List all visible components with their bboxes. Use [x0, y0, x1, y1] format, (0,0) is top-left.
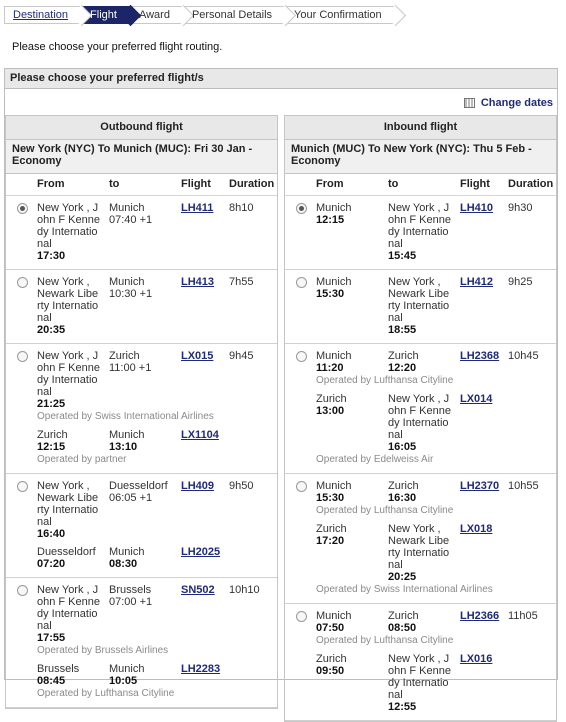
arrival	[388, 480, 419, 504]
outbound-title: Outbound flight	[6, 116, 277, 140]
flight-number-link[interactable]: LH2368	[460, 350, 500, 362]
arrival-time: 08:30	[109, 558, 138, 570]
outbound-options	[6, 196, 277, 708]
departure	[316, 523, 347, 547]
arrival	[109, 350, 151, 374]
change-dates-link[interactable]	[464, 97, 553, 109]
departure-line: Newark Libe	[37, 288, 99, 300]
inbound-column	[284, 115, 557, 722]
operator-note: Operated by partner	[37, 454, 127, 465]
departure-line: nal	[37, 238, 52, 250]
arrival-line: New York , J	[388, 202, 450, 214]
departure-line: New York , J	[37, 202, 99, 214]
departure	[37, 584, 100, 644]
arrival-line: nal	[388, 429, 403, 441]
arrival-time: 08:50	[388, 622, 417, 634]
departure-line: rty Internatio	[37, 504, 99, 516]
arrival	[388, 653, 451, 713]
step-flight-label: Flight	[90, 9, 117, 21]
departure-time: 11:20	[316, 362, 344, 374]
step-your-confirmation	[285, 6, 396, 24]
flight-option-radio[interactable]	[17, 203, 28, 214]
arrival-line: New York , J	[388, 393, 450, 405]
arrival-city: Munich	[109, 663, 145, 675]
step-your-confirmation-label: Your Confirmation	[294, 9, 382, 21]
flight-number-link[interactable]: LX016	[460, 653, 493, 665]
arrival-line: Zurich	[388, 480, 419, 492]
departure	[316, 480, 351, 504]
flight-option	[6, 270, 277, 344]
duration: 11h05	[508, 610, 538, 622]
departure-time: 07:50	[316, 622, 345, 634]
departure-line: New York , J	[37, 584, 99, 596]
flight-option	[285, 196, 556, 270]
header-flight: Flight	[460, 178, 490, 190]
departure-line: ohn F Kenne	[37, 362, 100, 374]
arrival-time: 07:00 +1	[109, 596, 153, 608]
arrival-time: 07:40 +1	[109, 214, 153, 226]
header-from: From	[316, 178, 344, 190]
flight-number-link[interactable]: LH410	[460, 202, 494, 214]
arrival-time: 10:30 +1	[109, 288, 153, 300]
departure	[316, 393, 347, 417]
departure	[316, 610, 351, 634]
flight-number-link[interactable]: SN502	[181, 584, 215, 596]
departure-line: nal	[37, 386, 52, 398]
departure-line: New York ,	[37, 276, 90, 288]
outbound-table-header	[6, 174, 277, 196]
arrival-line: ohn F Kenne	[388, 405, 451, 417]
panel-title: Please choose your preferred flight/s	[5, 69, 557, 89]
flight-option-radio[interactable]	[17, 277, 28, 288]
flight-number-link[interactable]: LX018	[460, 523, 493, 535]
outbound-route: New York (NYC) To Munich (MUC): Fri 30 Jan - Economy	[6, 140, 277, 174]
arrival-city: Munich	[109, 202, 145, 214]
flight-option-radio[interactable]	[17, 481, 28, 492]
departure-time: 15:30	[316, 288, 345, 300]
inbound-table-header	[285, 174, 556, 196]
flight-option	[6, 196, 277, 270]
arrival	[109, 663, 144, 687]
arrival-line: nal	[388, 689, 403, 701]
arrival-time: 16:05	[388, 441, 417, 453]
arrival-time: 11:00 +1	[109, 362, 152, 374]
arrival-line: New York ,	[388, 276, 441, 288]
arrival-line: dy Internatio	[388, 226, 449, 238]
departure	[37, 480, 98, 540]
departure-time: 17:30	[37, 250, 66, 262]
arrival-line: Zurich	[388, 610, 419, 622]
arrival-line: ohn F Kenne	[388, 665, 451, 677]
departure	[37, 546, 96, 570]
duration: 9h25	[508, 276, 533, 288]
flight-number-link[interactable]: LH413	[181, 276, 215, 288]
departure-line: Munich	[316, 350, 352, 362]
departure-line: Zurich	[37, 429, 68, 441]
arrival	[109, 202, 152, 226]
duration: 10h10	[229, 584, 260, 596]
departure	[316, 350, 351, 374]
flight-option	[6, 474, 277, 578]
departure-time: 07:20	[37, 558, 66, 570]
departure	[37, 663, 79, 687]
departure-time: 09:50	[316, 665, 345, 677]
duration: 9h45	[229, 350, 254, 362]
header-duration: Duration	[229, 178, 275, 190]
departure-time: 12:15	[37, 441, 66, 453]
departure-line: Munich	[316, 202, 352, 214]
arrival-time: 06:05 +1	[109, 492, 153, 504]
departure-line: New York ,	[37, 480, 90, 492]
duration: 9h30	[508, 202, 533, 214]
arrival	[388, 610, 419, 634]
arrival	[388, 350, 419, 374]
flight-number-link[interactable]: LH411	[181, 202, 214, 214]
operator-note: Operated by Lufthansa Cityline	[316, 635, 454, 646]
arrival-city: Duesseldorf	[109, 480, 168, 492]
flight-number-link[interactable]: LH2370	[460, 480, 500, 492]
departure-line: nal	[37, 516, 52, 528]
departure-line: New York , J	[37, 350, 99, 362]
flight-number-link[interactable]: LH2366	[460, 610, 500, 622]
departure-time: 16:40	[37, 528, 66, 540]
departure	[316, 202, 351, 226]
departure-line: Brussels	[37, 663, 80, 675]
departure-line: nal	[37, 312, 52, 324]
departure-line: dy Internatio	[37, 226, 98, 238]
departure-line: ohn F Kenne	[37, 214, 100, 226]
arrival-line: rty Internatio	[388, 300, 450, 312]
departure-time: 17:20	[316, 535, 345, 547]
duration: 10h55	[508, 480, 539, 492]
flight-option	[6, 578, 277, 708]
arrival	[109, 546, 144, 570]
duration: 10h45	[508, 350, 539, 362]
flight-option-radio[interactable]	[296, 611, 307, 622]
departure	[316, 276, 351, 300]
arrival-city: Zurich	[109, 350, 140, 362]
step-personal-details-label: Personal Details	[191, 9, 273, 21]
operator-note: Operated by Swiss International Airlines	[37, 411, 214, 422]
departure	[37, 429, 68, 453]
flight-option	[285, 270, 556, 344]
departure-line: Munich	[316, 276, 352, 288]
arrival-line: Newark Libe	[388, 288, 450, 300]
inbound-title: Inbound flight	[285, 116, 556, 140]
departure-line: dy Internatio	[37, 374, 98, 386]
arrival-time: 20:25	[388, 571, 417, 583]
departure-line: nal	[37, 620, 52, 632]
arrival-time: 12:20	[388, 362, 417, 374]
departure	[37, 202, 100, 262]
flight-option-radio[interactable]	[296, 481, 307, 492]
step-award	[130, 6, 184, 24]
departure-line: Munich	[316, 610, 352, 622]
flight-option-radio[interactable]	[296, 203, 307, 214]
departure-line: Zurich	[316, 653, 347, 665]
operator-note: Operated by Lufthansa Cityline	[37, 688, 175, 699]
flight-option-radio[interactable]	[296, 277, 307, 288]
arrival-line: New York ,	[388, 523, 441, 535]
duration: 8h10	[229, 202, 254, 214]
intro-text: Please choose your preferred flight routing.	[12, 41, 223, 53]
departure-line: Zurich	[316, 523, 347, 535]
calendar-icon	[464, 98, 475, 108]
flight-number-link[interactable]: LX014	[460, 393, 493, 405]
arrival	[109, 429, 144, 453]
arrival	[109, 584, 152, 608]
flight-number-link[interactable]: LX1104	[181, 429, 219, 441]
departure-time: 13:00	[316, 405, 345, 417]
flight-option	[285, 604, 556, 721]
duration: 9h50	[229, 480, 254, 492]
arrival-line: nal	[388, 312, 403, 324]
flight-number-link[interactable]: LH2025	[181, 546, 221, 558]
arrival	[109, 480, 168, 504]
departure-time: 21:25	[37, 398, 66, 410]
inbound-route: Munich (MUC) To New York (NYC): Thu 5 Feb - Economy	[285, 140, 556, 174]
departure-line: Duesseldorf	[37, 546, 96, 558]
arrival-time: 13:10	[109, 441, 138, 453]
arrival-time: 12:55	[388, 701, 417, 713]
flight-number-link[interactable]: LH409	[181, 480, 215, 492]
operator-note: Operated by Brussels Airlines	[37, 645, 169, 656]
header-flight: Flight	[181, 178, 211, 190]
outbound-column	[5, 115, 278, 709]
arrival-line: dy Internatio	[388, 677, 449, 689]
departure-time: 08:45	[37, 675, 66, 687]
departure-line: Newark Libe	[37, 492, 99, 504]
arrival-city: Munich	[109, 546, 145, 558]
departure	[316, 653, 347, 677]
breadcrumb	[4, 6, 395, 24]
change-dates-label: Change dates	[480, 97, 553, 109]
departure-time: 20:35	[37, 324, 66, 336]
departure	[37, 350, 100, 410]
operator-note: Operated by Swiss International Airlines	[316, 584, 493, 595]
arrival	[109, 276, 152, 300]
flight-option	[285, 344, 556, 474]
arrival-line: Zurich	[388, 350, 419, 362]
header-to: to	[388, 178, 399, 190]
flight-option	[6, 344, 277, 474]
departure-line: ohn F Kenne	[37, 596, 100, 608]
arrival	[388, 202, 451, 262]
arrival-time: 18:55	[388, 324, 417, 336]
arrival-line: nal	[388, 559, 403, 571]
departure-line: dy Internatio	[37, 608, 98, 620]
arrival-line: rty Internatio	[388, 547, 450, 559]
flight-option-radio[interactable]	[17, 585, 28, 596]
operator-note: Operated by Lufthansa Cityline	[316, 375, 454, 386]
arrival-line: dy Internatio	[388, 417, 449, 429]
flight-option-radio[interactable]	[17, 351, 28, 362]
departure-line: Munich	[316, 480, 352, 492]
duration: 7h55	[229, 276, 254, 288]
arrival-line: nal	[388, 238, 403, 250]
inbound-options	[285, 196, 556, 721]
flight-number-link[interactable]: LH2283	[181, 663, 221, 675]
flight-option-radio[interactable]	[296, 351, 307, 362]
flight-option	[285, 474, 556, 604]
flight-number-link[interactable]: LX015	[181, 350, 214, 362]
step-destination-label: Destination	[13, 9, 69, 21]
arrival-city: Brussels	[109, 584, 152, 596]
arrival	[388, 393, 451, 453]
arrival-city: Munich	[109, 276, 145, 288]
step-destination[interactable]	[4, 6, 82, 24]
arrival	[388, 523, 449, 583]
arrival-time: 16:30	[388, 492, 417, 504]
departure	[37, 276, 98, 336]
arrival-city: Munich	[109, 429, 145, 441]
step-award-label: Award	[138, 9, 170, 21]
departure-time: 17:55	[37, 632, 66, 644]
header-from: From	[37, 178, 65, 190]
arrival-time: 15:45	[388, 250, 417, 262]
arrival-line: Newark Libe	[388, 535, 450, 547]
flight-number-link[interactable]: LH412	[460, 276, 494, 288]
departure-line: rty Internatio	[37, 300, 99, 312]
arrival-line: ohn F Kenne	[388, 214, 451, 226]
arrival-line: New York , J	[388, 653, 450, 665]
departure-line: Zurich	[316, 393, 347, 405]
flight-selection-panel	[4, 68, 558, 713]
arrival	[388, 276, 449, 336]
step-personal-details	[183, 6, 286, 24]
operator-note: Operated by Lufthansa Cityline	[316, 505, 454, 516]
operator-note: Operated by Edelweiss Air	[316, 454, 434, 465]
header-duration: Duration	[508, 178, 554, 190]
departure-time: 15:30	[316, 492, 345, 504]
header-to: to	[109, 178, 120, 190]
departure-time: 12:15	[316, 214, 345, 226]
arrival-time: 10:05	[109, 675, 138, 687]
